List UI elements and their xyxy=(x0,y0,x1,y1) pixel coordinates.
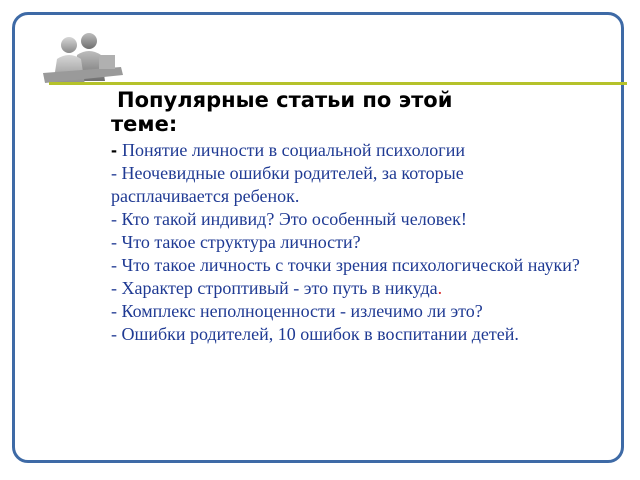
page-title xyxy=(111,88,581,136)
article-link[interactable]: Понятие личности в социальной психологии xyxy=(122,140,465,160)
list-item[interactable]: - Неочевидные ошибки родителей, за которые расплачивается ребенок. xyxy=(111,163,464,206)
list-item[interactable]: - Что такое личность с точки зрения психологической науки? xyxy=(111,255,580,275)
articles-block xyxy=(111,88,581,346)
article-link[interactable]: Кто такой индивид? Это особенный человек! xyxy=(121,209,467,229)
slide-frame xyxy=(12,12,624,463)
header-divider xyxy=(49,82,627,85)
list-item[interactable]: - Понятие личности в социальной психологии xyxy=(111,140,465,160)
article-link[interactable]: Ошибки родителей, 10 ошибок в воспитании детей. xyxy=(121,324,519,344)
list-item[interactable]: - Характер строптивый - это путь в никуда. xyxy=(111,278,443,298)
people-silhouette-logo xyxy=(39,29,125,87)
article-list xyxy=(111,139,581,346)
article-link[interactable]: Характер строптивый - это путь в никуда xyxy=(121,278,438,298)
list-item[interactable]: - Ошибки родителей, 10 ошибок в воспитании детей. xyxy=(111,324,519,344)
title-line-1: Популярные статьи по этой xyxy=(117,88,453,112)
list-item[interactable]: - Что такое структура личности? xyxy=(111,232,361,252)
article-link[interactable]: Комплекс неполноценности - излечимо ли это? xyxy=(121,301,483,321)
article-link[interactable]: Что такое личность с точки зрения психологической науки? xyxy=(121,255,580,275)
red-period: . xyxy=(437,278,443,298)
list-item[interactable]: - Кто такой индивид? Это особенный человек! xyxy=(111,209,467,229)
article-link[interactable]: Неочевидные ошибки родителей, за которые расплачивается ребенок. xyxy=(111,163,464,206)
article-link[interactable]: Что такое структура личности? xyxy=(121,232,361,252)
list-item[interactable]: - Комплекс неполноценности - излечимо ли это? xyxy=(111,301,483,321)
title-line-2: теме: xyxy=(111,112,178,136)
